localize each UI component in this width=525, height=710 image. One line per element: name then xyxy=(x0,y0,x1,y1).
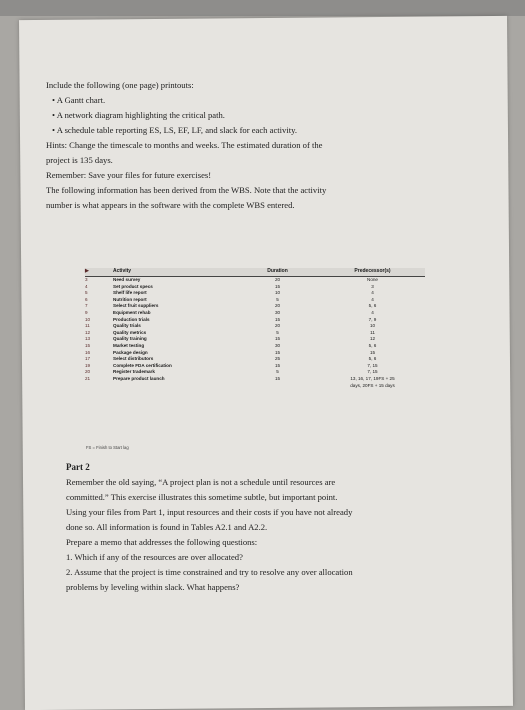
row-activity: Package design xyxy=(113,349,148,355)
bullet-network: • A network diagram highlighting the critical path. xyxy=(46,108,466,123)
row-duration: 15 xyxy=(274,283,281,289)
part2-section xyxy=(66,460,466,595)
table-row xyxy=(85,317,425,324)
bullet-gantt: • A Gantt chart. xyxy=(46,93,466,108)
intro-line: Include the following (one page) printouts: xyxy=(46,80,194,90)
table-body xyxy=(85,277,425,389)
row-duration xyxy=(235,383,320,390)
row-predecessors: 11 xyxy=(370,329,375,335)
hint-line-2: project is 135 days. xyxy=(46,155,113,165)
info-line-1: The following information has been derived from the WBS. Note that the activity xyxy=(46,185,327,195)
row-id: 5 xyxy=(85,290,88,296)
row-duration: 20 xyxy=(274,303,281,309)
row-duration: 5 xyxy=(276,329,279,335)
table-row xyxy=(85,336,425,343)
table-row xyxy=(85,303,425,310)
table-row xyxy=(85,363,425,370)
row-activity: Nutrition report xyxy=(113,296,147,302)
row-activity: Quality trials xyxy=(113,323,141,329)
row-id: 11 xyxy=(85,323,90,329)
row-predecessors: 12 xyxy=(369,336,376,342)
row-predecessors: 3 xyxy=(371,283,374,289)
row-duration: 15 xyxy=(274,316,281,322)
row-activity: Complete FDA certification xyxy=(113,362,172,368)
part2-line: 2. Assume that the project is time constrained and try to resolve any over allocation xyxy=(66,567,353,577)
table-row xyxy=(85,350,425,357)
row-id: 19 xyxy=(85,362,91,368)
row-id: 6 xyxy=(85,296,88,302)
row-predecessors: 10 xyxy=(369,323,376,329)
row-id: 15 xyxy=(85,342,91,348)
row-predecessors: None xyxy=(367,277,378,282)
row-id: 16 xyxy=(85,349,91,355)
row-activity: Shelf life report xyxy=(113,290,147,296)
table-row xyxy=(85,297,425,304)
part2-line: committed.” This exercise illustrates this sometime subtle, but important point. xyxy=(66,492,338,502)
row-activity xyxy=(113,383,235,390)
row-duration: 20 xyxy=(274,277,281,282)
row-activity: Quality metrics xyxy=(113,329,147,335)
table-row xyxy=(85,383,425,390)
table-footnote: FS = Finish to Start lag xyxy=(86,445,129,450)
table-row xyxy=(85,330,425,337)
row-predecessors: 4 xyxy=(371,309,374,315)
part2-line: 1. Which if any of the resources are over allocated? xyxy=(66,552,243,562)
row-predecessors: days, 20FS + 15 days xyxy=(350,382,395,388)
table-row xyxy=(85,310,425,317)
row-id: 10 xyxy=(85,316,91,322)
row-duration: 30 xyxy=(274,342,281,348)
row-activity: Set product specs xyxy=(113,283,153,289)
row-predecessors: 4 xyxy=(371,296,374,302)
row-duration: 15 xyxy=(274,349,281,355)
part2-line: Using your files from Part 1, input resources and their costs if you have not already xyxy=(66,507,353,517)
row-predecessors: 13, 16, 17, 19FS + 25 xyxy=(350,375,395,381)
row-activity: Production trials xyxy=(113,316,150,322)
row-activity: Equipment rehab xyxy=(113,309,151,315)
row-id: 3 xyxy=(85,277,88,282)
row-predecessors: 5, 6 xyxy=(368,342,377,348)
hint-line-1: Hints: Change the timescale to months and weeks. The estimated duration of the xyxy=(46,140,323,150)
table-header xyxy=(85,268,425,277)
row-activity: Prepare product launch xyxy=(113,375,165,381)
table-row xyxy=(85,343,425,350)
row-duration: 30 xyxy=(274,309,281,315)
row-activity: Register trademark xyxy=(113,369,155,375)
row-id: 13 xyxy=(85,336,91,342)
row-duration: 5 xyxy=(276,369,279,375)
row-id xyxy=(85,383,113,390)
activity-table xyxy=(85,268,425,389)
part2-line: done so. All information is found in Tables A2.1 and A2.2. xyxy=(66,522,268,532)
row-predecessors: 5, 6 xyxy=(368,356,377,362)
row-id: 9 xyxy=(85,309,88,315)
row-duration: 20 xyxy=(274,323,281,329)
header-predecessors: Predecessor(s) xyxy=(354,268,391,274)
row-id: 4 xyxy=(85,283,88,289)
row-activity: Select fruit suppliers xyxy=(113,303,159,309)
header-activity: Activity xyxy=(113,268,132,274)
row-activity: Quality training xyxy=(113,336,147,342)
row-duration: 15 xyxy=(274,336,281,342)
part2-line: Prepare a memo that addresses the following questions: xyxy=(66,537,258,547)
row-id: 7 xyxy=(85,303,88,309)
part2-heading: Part 2 xyxy=(66,462,90,472)
table-row xyxy=(85,277,425,284)
row-duration: 10 xyxy=(274,290,281,296)
table-row xyxy=(85,369,425,376)
row-predecessors: 7, 15 xyxy=(367,369,378,375)
binder-clip xyxy=(0,0,525,16)
row-predecessors: 7, 15 xyxy=(367,362,378,368)
table-row xyxy=(85,376,425,383)
header-indicator-icon: ▶ xyxy=(85,268,89,274)
intro-section xyxy=(46,78,466,213)
row-activity: Select distributors xyxy=(113,356,154,362)
remember-line: Remember: Save your files for future exercises! xyxy=(46,170,212,180)
row-duration: 25 xyxy=(274,356,281,362)
row-predecessors: 7, 9 xyxy=(368,316,377,322)
header-duration: Duration xyxy=(267,268,288,274)
row-activity: Need survey xyxy=(113,277,141,282)
row-duration: 15 xyxy=(274,362,281,368)
info-line-2: number is what appears in the software with the complete WBS entered. xyxy=(46,200,295,210)
row-predecessors: 15 xyxy=(369,349,376,355)
row-predecessors: 4 xyxy=(371,290,374,296)
row-id: 17 xyxy=(85,356,91,362)
row-duration: 5 xyxy=(276,296,279,302)
row-activity: Market testing xyxy=(113,342,145,348)
part2-line: problems by leveling within slack. What happens? xyxy=(66,582,240,592)
row-duration: 15 xyxy=(274,375,281,381)
row-id: 21 xyxy=(85,375,91,381)
row-id: 20 xyxy=(85,369,91,375)
bullet-schedule: • A schedule table reporting ES, LS, EF, LF, and slack for each activity. xyxy=(46,123,466,138)
table-row xyxy=(85,356,425,363)
row-id: 12 xyxy=(85,329,91,335)
part2-line: Remember the old saying, “A project plan is not a schedule until resources are xyxy=(66,477,336,487)
row-predecessors: 5, 6 xyxy=(368,303,377,309)
table-row xyxy=(85,284,425,291)
table-row xyxy=(85,290,425,297)
table-row xyxy=(85,323,425,330)
